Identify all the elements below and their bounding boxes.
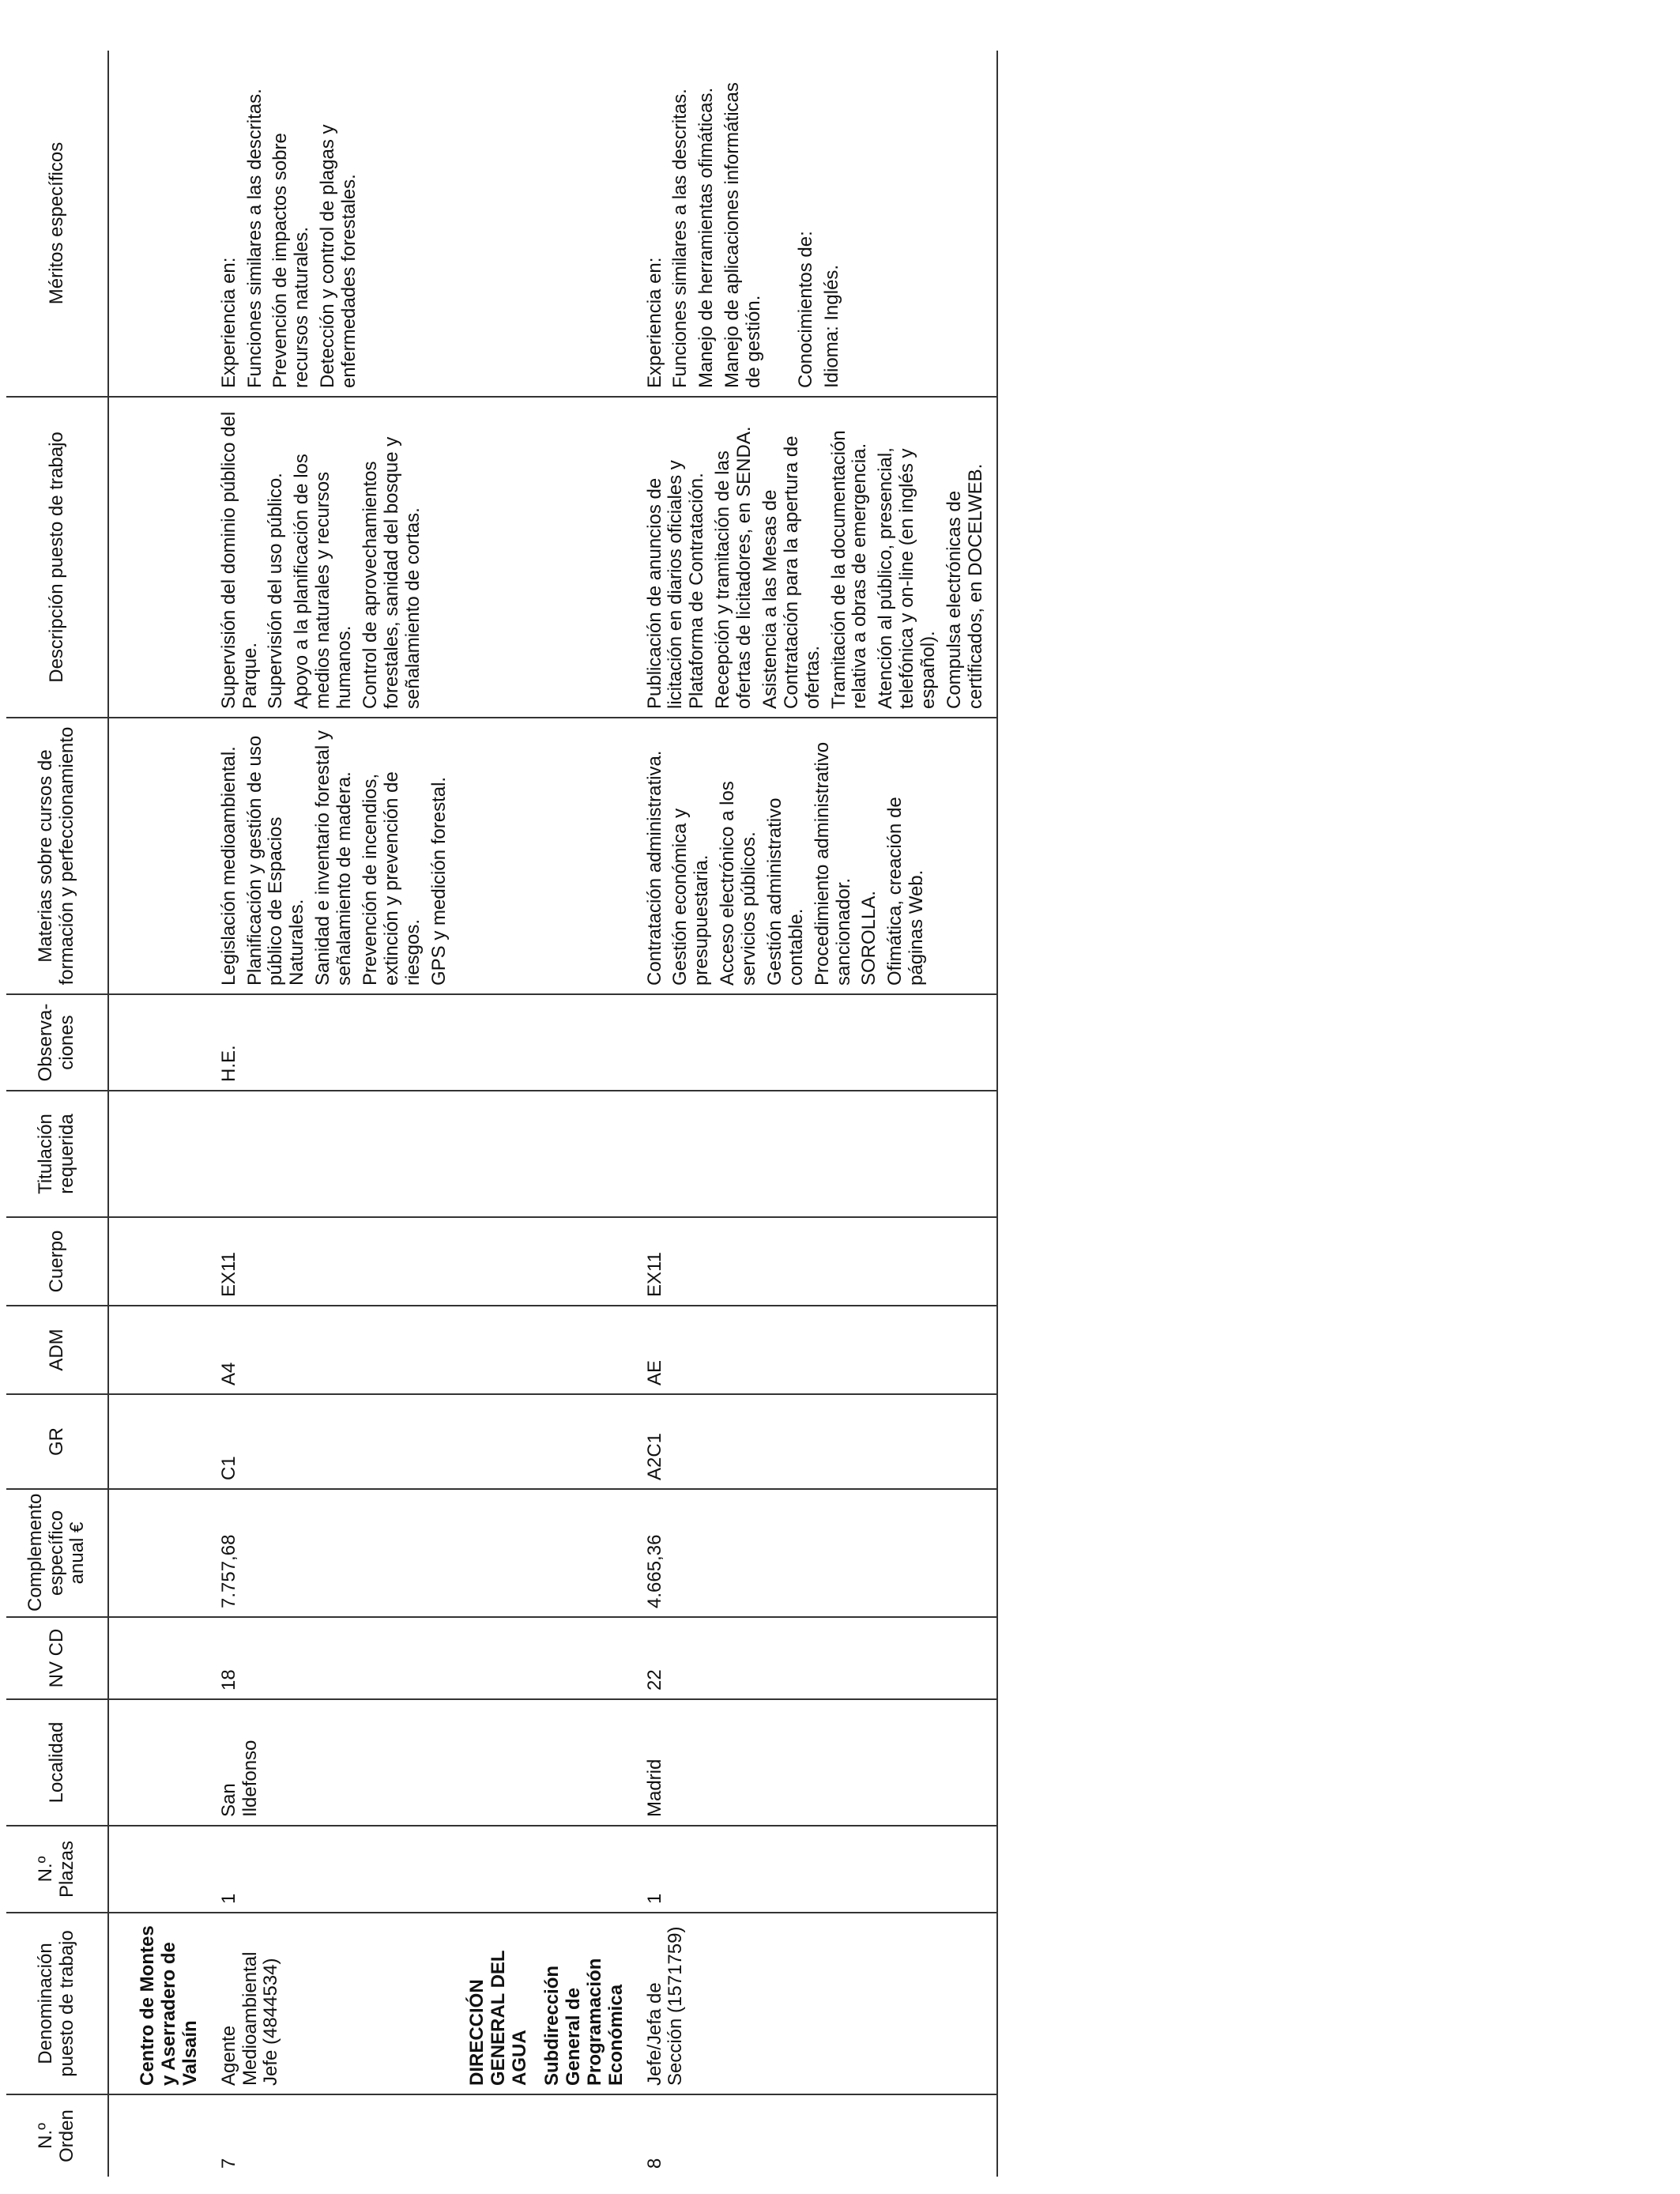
cell-cuerpo: EX11 (205, 1217, 460, 1306)
list-item: Procedimiento administrativo sancionador. (811, 741, 854, 986)
section-subdireccion-title: Subdirección General de Programación Económica (534, 1913, 631, 2094)
header-titulacion: Titulación requerida (6, 1091, 108, 1217)
list-item: Supervisión del uso público. (265, 473, 287, 709)
header-nivel: NV CD (6, 1617, 108, 1699)
header-adm: ADM (6, 1306, 108, 1394)
cell-complemento: 7.757,68 (205, 1489, 460, 1617)
header-cuerpo: Cuerpo (6, 1217, 108, 1306)
list-item: Asistencia a las Mesas de Contratación para la apertura de ofertas. (759, 435, 823, 709)
list-item: Experiencia en: (217, 257, 239, 388)
header-complemento: Complemento específico anual € (6, 1489, 108, 1617)
list-item: Gestión económica y presupuestaria. (669, 808, 713, 986)
header-materias: Materias sobre cursos de formación y perfeccionamiento (6, 718, 108, 994)
cell-titulacion (205, 1091, 460, 1217)
cell-plazas: 1 (205, 1826, 460, 1913)
cell-titulacion (631, 1091, 997, 1217)
list-item: Gestión administrativo contable. (763, 797, 807, 986)
cell-descripcion (205, 397, 460, 718)
list-item: Planificación y gestión de uso público de Espacios Naturales. (243, 735, 308, 986)
list-item: Tramitación de la documentación relativa a obras de emergencia. (827, 430, 871, 709)
cell-localidad: San Ildefonso (205, 1699, 460, 1826)
header-localidad: Localidad (6, 1699, 108, 1826)
header-row (6, 51, 108, 2177)
header-grupo: GR (6, 1394, 108, 1489)
section-centro-title: Centro de Montes y Aserradero de Valsaín (130, 1913, 205, 2094)
cell-observaciones: H.E. (205, 994, 460, 1091)
list-item: Compulsa electrónicas de certificados, en DOCELWEB. (943, 463, 986, 709)
cell-adm: A4 (205, 1306, 460, 1394)
cell-denominacion: Agente Medioambiental Jefe (4844534) (205, 1913, 460, 2094)
list-item: SOROLLA. (858, 890, 880, 986)
list-item: Idioma: Inglés. (820, 264, 842, 388)
cell-observaciones (631, 994, 997, 1091)
list-item: Control de aprovechamientos forestales, sanidad del bosque y señalamiento de cortas. (359, 436, 424, 709)
list-item: Sanidad e inventario forestal y señalamiento de madera. (312, 730, 355, 986)
cell-orden: 7 (217, 2158, 239, 2169)
cell-grupo: A2C1 (631, 1394, 997, 1489)
list-item: Experiencia en: (643, 257, 665, 388)
header-orden: N.º Orden (6, 2094, 108, 2177)
list-item: Funciones similares a las descritas. (243, 89, 266, 388)
cell-grupo: C1 (205, 1394, 460, 1489)
list-item: Prevención de incendios, extinción y prevención de riesgos. (359, 771, 424, 986)
cell-descripcion (631, 397, 997, 718)
cell-adm: AE (631, 1306, 997, 1394)
list-item: Funciones similares a las descritas. (669, 89, 691, 388)
section-row-subdireccion (534, 51, 631, 2177)
cell-complemento: 4.665,36 (631, 1489, 997, 1617)
list-item: Manejo de herramientas ofimáticas. (695, 87, 718, 388)
cell-orden: 8 (631, 2094, 997, 2177)
cell-materias (631, 718, 997, 994)
list-item: Manejo de aplicaciones informáticas de gestión. (721, 82, 764, 388)
cell-denominacion: Jefe/Jefa de Sección (1571759) (631, 1913, 997, 2094)
cell-plazas: 1 (631, 1826, 997, 1913)
list-item: Apoyo a la planificación de los medios naturales y recursos humanos. (291, 454, 355, 709)
table-row-7 (205, 51, 460, 2177)
list-item: Atención al público, presencial, telefónica y on-line (en inglés y español). (875, 447, 939, 709)
list-item: Publicación de anuncios de licitación en diarios oficiales y Plataforma de Contratación. (643, 460, 708, 709)
list-item: Legislación medioambiental. (217, 746, 239, 986)
spacer-row (108, 51, 130, 2177)
cell-meritos (631, 51, 997, 397)
job-table (6, 51, 998, 2177)
list-item: GPS y medición forestal. (428, 776, 450, 986)
cell-nivel: 22 (631, 1617, 997, 1699)
section-direccion-title: DIRECCIÓN GENERAL DEL AGUA (459, 1913, 534, 2094)
cell-nivel: 18 (205, 1617, 460, 1699)
table-row-8 (631, 51, 997, 2177)
header-plazas: N.º Plazas (6, 1826, 108, 1913)
list-item: Detección y control de plagas y enfermedades forestales. (317, 124, 360, 388)
cell-materias (205, 718, 460, 994)
list-item: Prevención de impactos sobre recursos naturales. (269, 133, 313, 388)
list-item: Conocimientos de: (794, 231, 816, 388)
list-item: Ofimática, creación de páginas Web. (884, 797, 928, 986)
list-item: Supervisión del dominio público del Parque. (217, 411, 261, 709)
section-row-direccion (459, 51, 534, 2177)
header-meritos: Méritos específicos (6, 51, 108, 397)
list-item: Contratación administrativa. (643, 750, 665, 986)
section-row-centro (130, 51, 205, 2177)
cell-localidad: Madrid (631, 1699, 997, 1826)
header-denominacion: Denominación puesto de trabajo (6, 1913, 108, 2094)
header-descripcion: Descripción puesto de trabajo (6, 397, 108, 718)
header-observaciones: Observa-ciones (6, 994, 108, 1091)
list-item: Acceso electrónico a los servicios públicos. (717, 781, 759, 986)
list-item (770, 58, 791, 388)
list-item: Recepción y tramitación de las ofertas de licitadores, en SENDA. (712, 426, 755, 709)
cell-cuerpo: EX11 (631, 1217, 997, 1306)
cell-meritos (205, 51, 460, 397)
